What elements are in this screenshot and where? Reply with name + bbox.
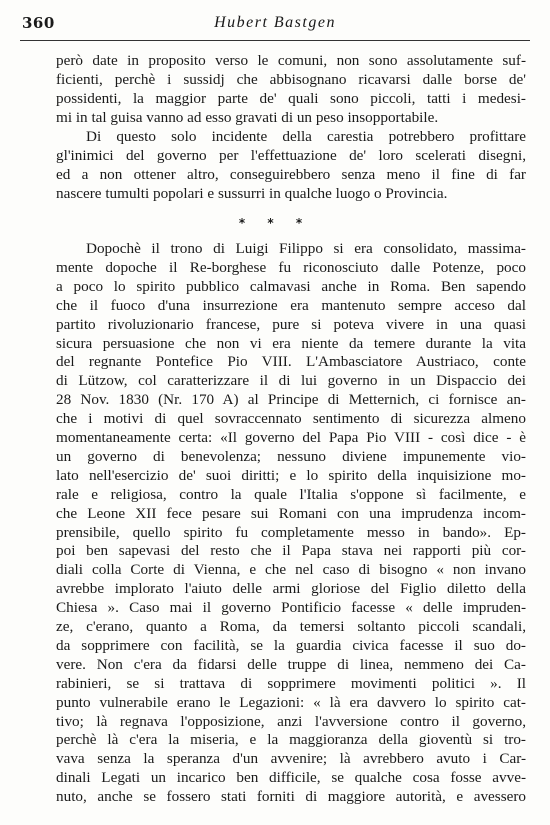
text-line: punto vulnerabile erano le Legazioni: « là era davvero lo spirito cat- — [56, 693, 526, 711]
text-line: lato nell'esercizio de' suoi diritti; e lo spirito della inquisizione mo- — [56, 466, 526, 484]
text-line: che i motivi di quel sovraccennato sentimento di sicurezza almeno — [56, 410, 526, 428]
text-line: poi ben sapevasi del resto che il Papa stava nei rapporti più cor- — [56, 542, 526, 560]
text-line: da sopprimere con facilità, se la guardia civica facesse il suo do- — [56, 636, 526, 654]
text-line: nascere tumulti popolari e sussurri in qualche luogo o Provincia. — [56, 184, 448, 202]
text-line: avrebbe implorato l'aiuto delle armi gloriose del Figlio diletto della — [56, 580, 526, 598]
text-line: a poco lo spirito pubblico calmavasi anche in Roma. Ben sapendo — [56, 277, 526, 295]
text-line: prensibile, quello spirito fu completamente messo in bando». Ep- — [56, 523, 526, 541]
text-line: partito rivoluzionario francese, pure si poteva vivere in una quasi — [56, 315, 526, 333]
header-rule — [20, 40, 530, 41]
text-line: che Leone XII fece pesare sui Romani con una imprudenza incom- — [56, 504, 526, 522]
running-head — [0, 14, 550, 36]
text-line: ficienti, perchè i sussidj che abbisognano ricavarsi dalle borse de' — [56, 70, 526, 88]
text-line: mi in tal guisa vanno ad esso gravati di un peso insopportabile. — [56, 108, 439, 126]
text-line: sicura persuasione che non vi era niente da temere durante la vita — [56, 334, 526, 352]
text-line: possidenti, la maggior parte de' quali sono piccoli, tatti i medesi- — [56, 89, 526, 107]
text-line: un governo di benevolenza; nessuno diviene impunemente vio- — [56, 447, 526, 465]
text-line: diali colla Corte di Vienna, e che nel caso di bisogno « non invano — [56, 561, 526, 579]
text-line: tivo; là regnava l'opposizione, anzi l'avversione contro il governo, — [56, 712, 526, 730]
text-line: nuto, anche se fossero stati forniti di maggiore autorità, e avessero — [56, 788, 526, 806]
text-line: vava senza la speranza d'un avvenire; là avrebbero avuto i Car- — [56, 750, 526, 768]
text-line: però date in proposito verso le comuni, non sono assolutamente suf- — [56, 52, 526, 69]
text-line: Di questo solo incidente della carestia potrebbero profittare — [86, 128, 526, 145]
section-separator: * * * — [238, 216, 312, 230]
text-line: momentaneamente certa: «Il governo del Papa Pio VIII - così dice - è — [56, 429, 526, 446]
text-line: che il fuoco d'una insurrezione era mantenuto sempre acceso dal — [56, 296, 526, 314]
text-line: rabinieri, se si trattava di sopprimere movimenti politici ». Il — [56, 674, 526, 692]
text-line: ed a non ottener altro, conseguirebbero senza meno il fine di far — [56, 165, 526, 183]
running-title: Hubert Bastgen — [214, 14, 336, 31]
text-line: di Lützow, col caratterizzare il di lui governo in un Dispaccio dei — [56, 372, 526, 390]
text-line: vere. Non c'era da fidarsi delle truppe di linea, nemmeno dei Ca- — [56, 655, 526, 673]
text-line: perchè là c'era la miseria, e la maggioranza della gioventù si tro- — [56, 731, 526, 749]
text-line: 28 Nov. 1830 (Nr. 170 A) al Principe di Metternich, ci fornisce an- — [56, 391, 526, 409]
page-number: 360 — [22, 14, 55, 32]
text-line: del regnante Pontefice Pio VIII. L'Ambasciatore Austriaco, conte — [56, 353, 526, 371]
text-line: gl'inimici del governo per l'effettuazione de' loro scelerati disegni, — [56, 146, 526, 164]
text-line: Chiesa ». Caso mai il governo Pontificio facesse « delle impruden- — [56, 599, 526, 617]
text-line: dinali Legati un incarico ben difficile, se qualche cosa fosse avve- — [56, 769, 526, 787]
text-line: rale e religiosa, contro la quale l'Italia s'oppone sì facilmente, e — [56, 485, 526, 503]
text-line: mente dopoche il Re-borghese fu riconosciuto dalle Potenze, poco — [56, 258, 526, 276]
text-line: Dopochè il trono di Luigi Filippo si era consolidato, massima- — [86, 240, 526, 257]
text-line: ze, c'erano, quanto a Roma, da temersi soltanto piccoli scandali, — [56, 618, 526, 635]
